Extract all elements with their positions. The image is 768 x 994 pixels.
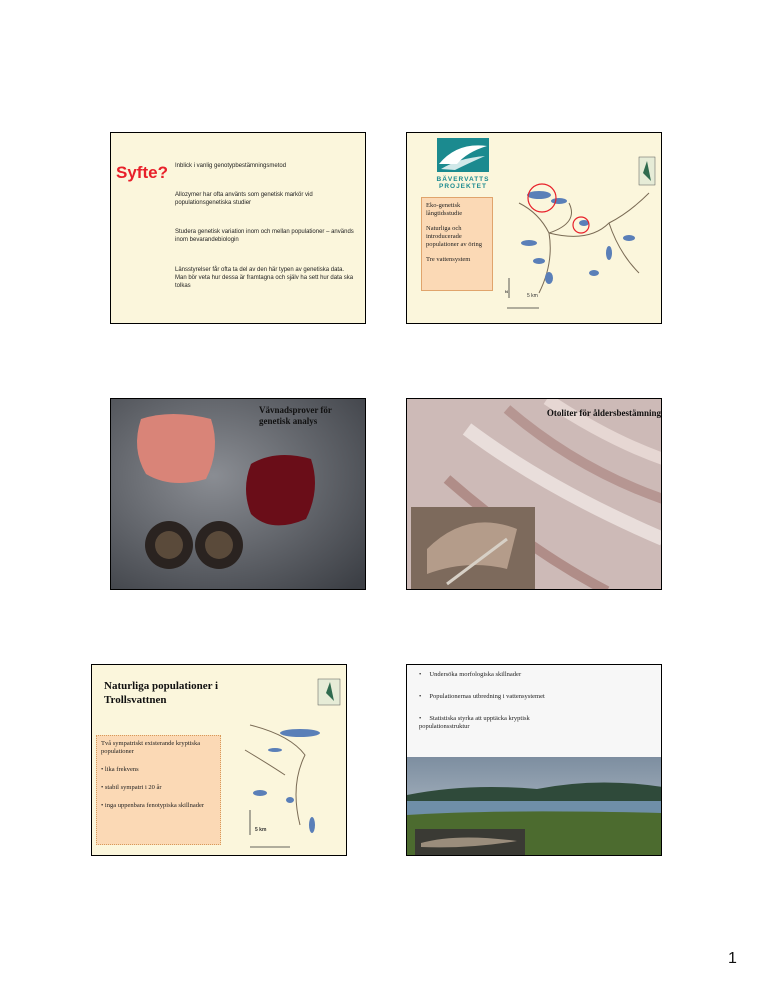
river-map — [499, 153, 659, 318]
bullet-item: • Statistiska styrka att upptäcka kryptisk populationsstruktur — [419, 715, 530, 730]
intro-text: Inblick i vanlig genotypbestämningsmetod — [175, 163, 287, 169]
slide-title: Syfte? — [116, 163, 168, 182]
slide-otolith-photo — [406, 398, 662, 590]
slide-syfte — [110, 132, 366, 324]
bullet-list — [419, 671, 569, 731]
bullet-icon: • — [419, 671, 430, 678]
page-number: 1 — [728, 950, 737, 967]
bullet-icon: • — [101, 766, 105, 773]
info-box — [96, 735, 221, 845]
lake-landscape-image — [407, 757, 662, 856]
bullet-item: • Populationernas utbredning i vattensystemet — [419, 693, 545, 700]
slide-label: Vävnadsprover för genetisk analys — [259, 405, 332, 426]
tissue-samples-image — [111, 399, 366, 590]
slide-tissue-photo — [110, 398, 366, 590]
bullet-item: • lika frekvens — [101, 766, 139, 773]
north-arrow-icon: N — [505, 289, 508, 294]
slide-project-map — [406, 132, 662, 324]
box-intro: Två sympatriskt existerande kryptiska populationer — [101, 740, 201, 755]
slide-lake-photo — [406, 664, 662, 856]
bullet-item: • Undersöka morfologiska skillnader — [419, 671, 522, 678]
logo-line-1: BÄVERVATTS — [436, 176, 490, 183]
paragraph-3: Länsstyrelser får ofta ta del av den här typen av genetiska data. Man bör veta hur dessa är framtagna och själv ha sett hur data ska tolkas — [175, 267, 354, 289]
bullet-item: • inga uppenbara fenotypiska skillnader — [101, 802, 204, 809]
bullet-icon: • — [419, 715, 430, 722]
paragraph-2: Studera genetisk variation inom och mellan populationer – används inom bevarandebiologin — [175, 229, 354, 243]
map-scale: 5 km — [527, 293, 538, 299]
river-map — [230, 675, 345, 850]
slide-label: Otoliter för åldersbestämning — [546, 408, 661, 418]
bullet-icon: • — [419, 693, 430, 700]
map-scale: 5 km — [255, 827, 267, 833]
box-item: Naturliga och introducerade populationer av öring — [426, 225, 482, 248]
logo-line-2: PROJEKTET — [438, 183, 487, 190]
box-item: Tre vattensystem — [426, 256, 471, 263]
paragraph-1: Allozymer har ofta använts som genetisk markör vid populationsgenetiska studier — [175, 192, 313, 206]
bullet-icon: • — [101, 784, 105, 791]
box-item: Eko-genetisk långtidsstudie — [426, 202, 463, 217]
bullet-icon: • — [101, 802, 105, 809]
bullet-item: • stabil sympatri i 20 år — [101, 784, 162, 791]
slide-title: Naturliga populationer i Trollsvattnen — [104, 680, 219, 706]
fish-logo-icon — [423, 136, 503, 176]
otolith-image — [407, 399, 662, 590]
info-box — [421, 197, 493, 291]
slide-trollsvattnen — [91, 664, 347, 856]
bavervatts-logo — [423, 136, 503, 190]
